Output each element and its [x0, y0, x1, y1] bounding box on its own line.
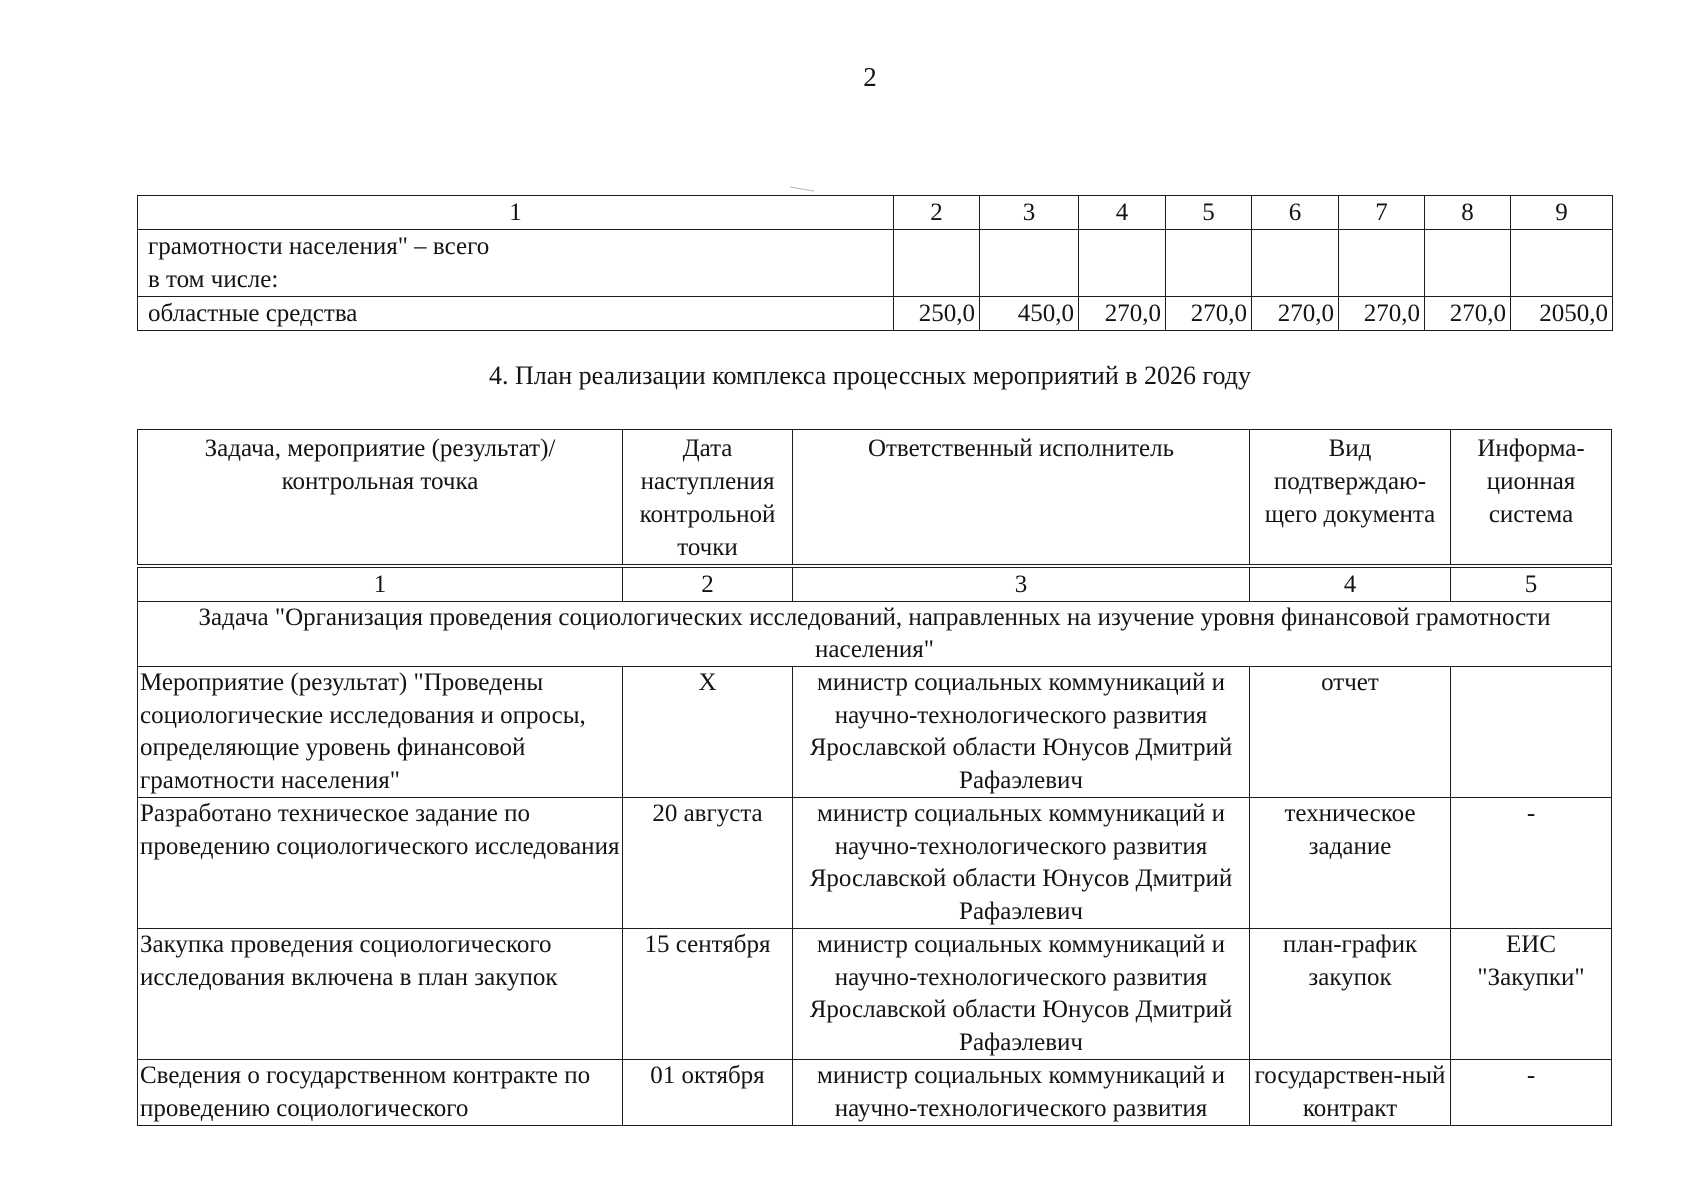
row-document: отчет: [1250, 667, 1451, 798]
header-number: 1: [138, 566, 623, 602]
funding-col-3: 3: [980, 196, 1079, 230]
table-row: [138, 667, 1612, 798]
header-system: Информа-ционная система: [1451, 430, 1612, 567]
funding-value: 270,0: [1425, 297, 1511, 331]
row-executor: министр социальных коммуникаций и научно-технологического развития Ярославской области Юнусов Дмитрий Рафаэлевич: [793, 929, 1250, 1060]
funding-total-value: 2050,0: [1511, 297, 1613, 331]
task-title: Задача "Организация проведения социологических исследований, направленных на изучение уровня финансовой грамотности населения": [138, 602, 1612, 667]
funding-value: 250,0: [894, 297, 980, 331]
funding-value: 270,0: [1166, 297, 1252, 331]
row-system: -: [1451, 1060, 1612, 1126]
table-cell: [980, 230, 1079, 297]
table-row: [138, 929, 1612, 1060]
funding-col-6: 6: [1252, 196, 1339, 230]
header-number: 2: [623, 566, 793, 602]
task-row: [138, 602, 1612, 667]
page-number: 2: [863, 62, 877, 92]
funding-col-4: 4: [1079, 196, 1166, 230]
row-system: -: [1451, 798, 1612, 929]
header-executor: Ответственный исполнитель: [793, 430, 1250, 567]
header-document: Вид подтверждаю-щего документа: [1250, 430, 1451, 567]
funding-regional-row: [138, 297, 1613, 331]
row-name: Разработано техническое задание по проведению социологического исследования: [138, 798, 623, 929]
funding-col-8: 8: [1425, 196, 1511, 230]
row-date: 01 октября: [623, 1060, 793, 1126]
plan-header-row: [138, 430, 1612, 567]
table-row: [138, 798, 1612, 929]
row-executor: министр социальных коммуникаций и научно-технологического развития Ярославской области Юнусов Дмитрий Рафаэлевич: [793, 667, 1250, 798]
row-date: 20 августа: [623, 798, 793, 929]
row-executor: министр социальных коммуникаций и научно-технологического развития Ярославской области Юнусов Дмитрий Рафаэлевич: [793, 798, 1250, 929]
funding-value: 450,0: [980, 297, 1079, 331]
funding-value: 270,0: [1079, 297, 1166, 331]
funding-col-9: 9: [1511, 196, 1613, 230]
funding-value: 270,0: [1252, 297, 1339, 331]
table-cell: [894, 230, 980, 297]
row-system: [1451, 667, 1612, 798]
funding-value: 270,0: [1339, 297, 1425, 331]
row-document: государствен-ный контракт: [1250, 1060, 1451, 1126]
row-name: Закупка проведения социологического исследования включена в план закупок: [138, 929, 623, 1060]
row-name: Сведения о государственном контракте по проведению социологического: [138, 1060, 623, 1126]
funding-col-7: 7: [1339, 196, 1425, 230]
plan-table: [137, 429, 1612, 1126]
header-number: 4: [1250, 566, 1451, 602]
row-executor: министр социальных коммуникаций и научно-технологического развития: [793, 1060, 1250, 1126]
funding-table: [137, 195, 1613, 331]
funding-col-5: 5: [1166, 196, 1252, 230]
row-document: техническое задание: [1250, 798, 1451, 929]
plan-header-numbers-row: [138, 566, 1612, 602]
funding-total-label-line2: в том числе:: [148, 266, 279, 293]
row-name: Мероприятие (результат) "Проведены социологические исследования и опросы, определяющие уровень финансовой грамотности населения": [138, 667, 623, 798]
header-date: Дата наступления контрольной точки: [623, 430, 793, 567]
funding-total-row: [138, 230, 1613, 297]
funding-col-2: 2: [894, 196, 980, 230]
table-cell: [1079, 230, 1166, 297]
section-title: 4. План реализации комплекса процессных мероприятий в 2026 году: [488, 361, 1252, 390]
header-number: 5: [1451, 566, 1612, 602]
table-cell: [1425, 230, 1511, 297]
table-cell: [1511, 230, 1613, 297]
row-date: X: [623, 667, 793, 798]
header-task: Задача, мероприятие (результат)/ контрольная точка: [138, 430, 623, 567]
funding-total-label: [138, 230, 894, 297]
table-row: [138, 1060, 1612, 1126]
scan-mark: [790, 185, 820, 193]
row-system: ЕИС "Закупки": [1451, 929, 1612, 1060]
funding-regional-label: областные средства: [138, 297, 894, 331]
row-document: план-график закупок: [1250, 929, 1451, 1060]
funding-table-header-row: [138, 196, 1613, 230]
header-number: 3: [793, 566, 1250, 602]
table-cell: [1339, 230, 1425, 297]
funding-col-1: 1: [138, 196, 894, 230]
table-cell: [1166, 230, 1252, 297]
row-date: 15 сентября: [623, 929, 793, 1060]
funding-total-label-line1: грамотности населения" – всего: [148, 233, 490, 260]
table-cell: [1252, 230, 1339, 297]
